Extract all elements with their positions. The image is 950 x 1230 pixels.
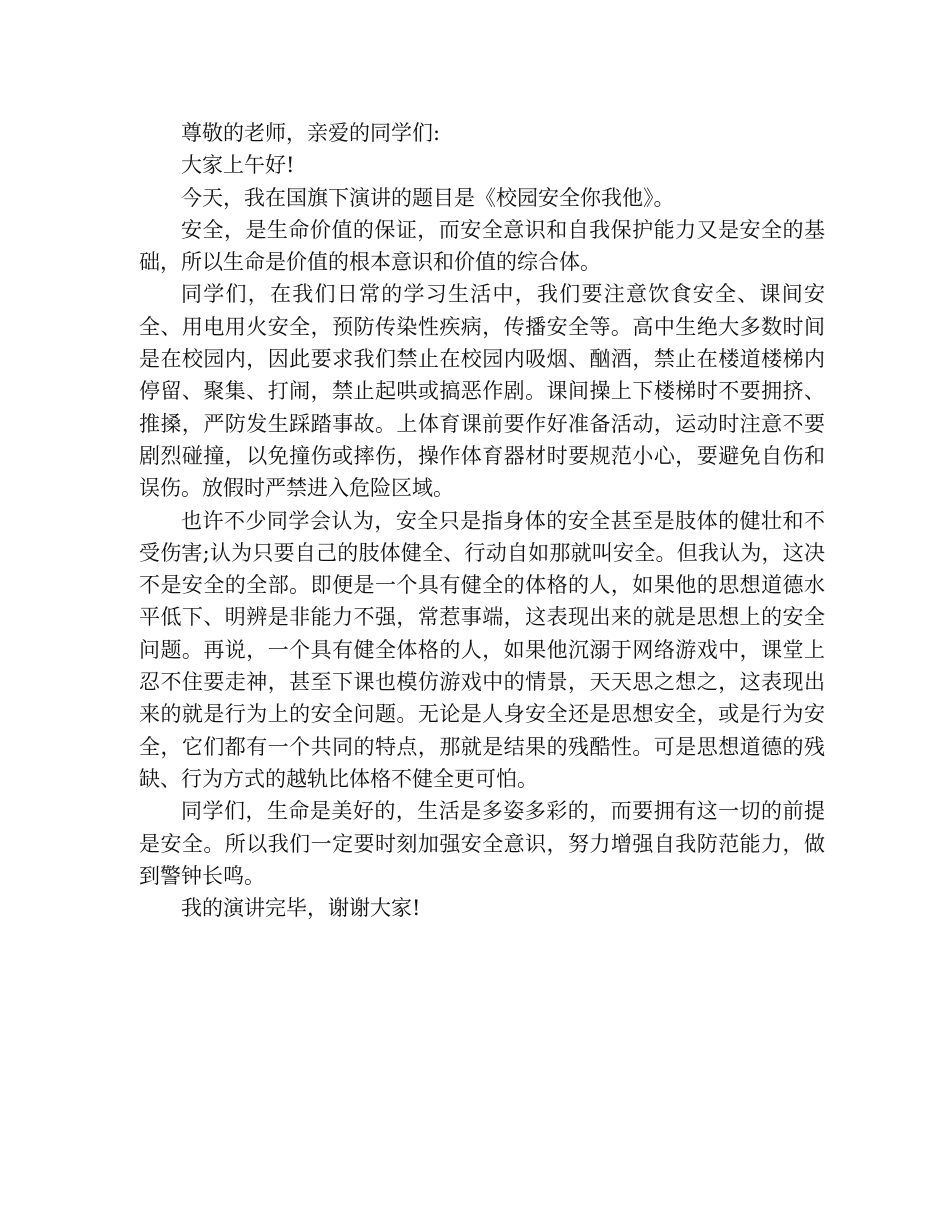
opening-line: 大家上午好!: [181, 153, 295, 178]
paragraph-conclusion: 同学们，生命是美好的，生活是多姿多彩的，而要拥有这一切的前提是安全。所以我们一定要时刻加强安全意识，努力增强自我防范能力，做到警钟长鸣。: [139, 799, 825, 888]
closing-line: 我的演讲完毕，谢谢大家!: [181, 896, 421, 921]
paragraph-topic: 今天，我在国旗下演讲的题目是《校园安全你我他》。: [181, 185, 675, 210]
paragraph-campus-rules: 同学们，在我们日常的学习生活中，我们要注意饮食安全、课间安全、用电用火安全，预防传染性疾病，传播安全等。高中生绝大多数时间是在校园内，因此要求我们禁止在校园内吸烟、酗酒，禁止在楼道楼梯内停留、聚集、打闹，禁止起哄或搞恶作剧。课间操上下楼梯时不要拥挤、推搡，严防发生踩踏事故。上体育课前要作好准备活动，运动时注意不要剧烈碰撞，以免撞伤或摔伤，操作体育器材时要规范小心，要避免自伤和误伤。放假时严禁进入危险区域。: [139, 282, 825, 501]
speech-document: [139, 117, 825, 924]
paragraph-safety-definition: 安全，是生命价值的保证，而安全意识和自我保护能力又是安全的基础，所以生命是价值的根本意识和价值的综合体。: [139, 217, 825, 275]
greeting-line: 尊敬的老师，亲爱的同学们:: [181, 121, 441, 145]
paragraph-mental-safety: 也许不少同学会认为，安全只是指身体的安全甚至是肢体的健壮和不受伤害;认为只要自己的肢体健全、行动自如那就叫安全。但我认为，这决不是安全的全部。即便是一个具有健全的体格的人，如果他的思想道德水平低下、明辨是非能力不强，常惹事端，这表现出来的就是思想上的安全问题。再说，一个具有健全体格的人，如果他沉溺于网络游戏中，课堂上忍不住要走神，甚至下课也模仿游戏中的情景，天天思之想之，这表现出来的就是行为上的安全问题。无论是人身安全还是思想安全，或是行为安全，它们都有一个共同的特点，那就是结果的残酷性。可是思想道德的残缺、行为方式的越轨比体格不健全更可怕。: [139, 508, 825, 791]
